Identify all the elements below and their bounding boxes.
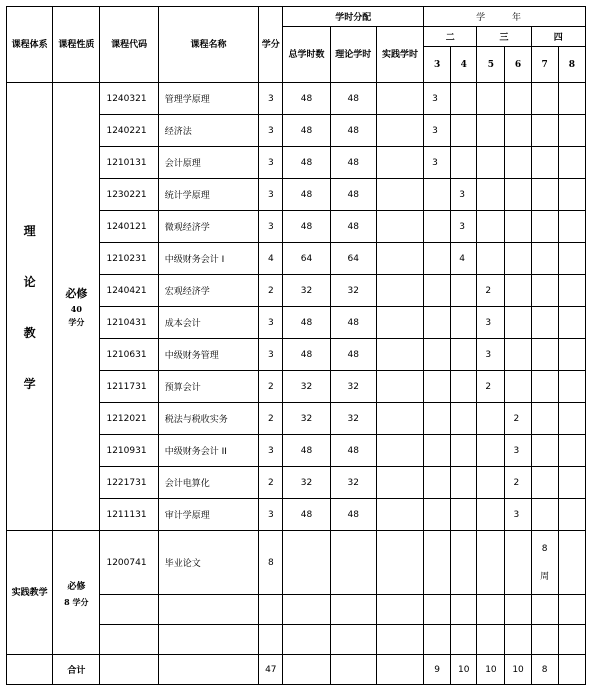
sem-cell [531,307,558,339]
header-theory-hours: 理论学时 [330,27,376,83]
sem-cell [531,339,558,371]
sem-cell [531,403,558,435]
course-total-hours: 48 [283,147,330,179]
course-total-hours: 32 [283,403,330,435]
course-practice-hours [376,179,423,211]
course-practice-hours [376,115,423,147]
course-total-hours: 48 [283,435,330,467]
course-name: 预算会计 [158,371,259,403]
course-total-hours: 48 [283,499,330,531]
sem-cell [477,179,505,211]
course-practice-hours [376,275,423,307]
sem-cell [451,499,477,531]
sem-cell [451,371,477,403]
system-char: 理 [23,223,36,238]
sem-cell [531,435,558,467]
sem-cell [424,307,451,339]
sem-cell [477,243,505,275]
course-practice-hours [376,243,423,275]
sem-cell [477,83,505,115]
course-credit: 3 [259,499,283,531]
course-credit: 3 [259,115,283,147]
sem-cell [558,83,585,115]
total-credit: 47 [259,655,283,685]
header-system: 课程体系 [7,7,53,83]
header-semester: 5 [477,47,505,83]
course-name: 中级财务会计 II [158,435,259,467]
header-year-4: 四 [531,27,585,47]
sem-cell [558,243,585,275]
course-total-hours: 48 [283,211,330,243]
course-code: 1240321 [100,83,158,115]
course-theory-hours: 48 [330,115,376,147]
nature-credits: 40 [70,303,82,314]
total-sem [558,655,585,685]
course-credit: 3 [259,339,283,371]
sem-cell [558,307,585,339]
sem-cell [451,435,477,467]
course-name: 会计原理 [158,147,259,179]
course-code: 1210231 [100,243,158,275]
sem-cell [531,147,558,179]
sem-cell [477,147,505,179]
course-code: 1210131 [100,147,158,179]
sem-cell [531,275,558,307]
system-practice: 实践教学 [7,531,53,655]
course-code: 1240421 [100,275,158,307]
sem-cell [558,531,585,595]
course-theory-hours: 32 [330,467,376,499]
sem-cell [558,499,585,531]
sem-cell [477,467,505,499]
sem-cell [451,147,477,179]
header-semester: 6 [505,47,531,83]
sem-cell [531,499,558,531]
sem-cell [558,211,585,243]
sem-cell [558,275,585,307]
sem-cell: 3 [477,307,505,339]
course-practice-hours [376,467,423,499]
sem-cell: 3 [505,499,531,531]
sem-cell [531,211,558,243]
course-theory-hours: 48 [330,435,376,467]
course-theory-hours: 48 [330,211,376,243]
sem-cell [505,83,531,115]
course-practice-hours [376,371,423,403]
course-credit: 4 [259,243,283,275]
course-name: 税法与税收实务 [158,403,259,435]
course-practice-hours [376,211,423,243]
sem-cell [424,179,451,211]
sem-cell [531,467,558,499]
sem-cell: 3 [451,179,477,211]
course-total-hours: 48 [283,307,330,339]
course-credit: 2 [259,275,283,307]
sem-cell [505,179,531,211]
total-sem: 10 [451,655,477,685]
total-sem: 9 [424,655,451,685]
course-name: 经济法 [158,115,259,147]
course-theory-hours: 48 [330,179,376,211]
thesis-weeks-unit: 周 [540,571,550,582]
course-practice-hours [376,531,423,595]
total-label: 合计 [53,655,100,685]
course-total-hours: 48 [283,339,330,371]
header-school-year: 学 年 [424,7,586,27]
sem-cell: 2 [505,467,531,499]
course-credit: 2 [259,403,283,435]
course-practice-hours [376,307,423,339]
course-total-hours: 48 [283,179,330,211]
course-code: 1230221 [100,179,158,211]
sem-cell [424,371,451,403]
sem-cell [451,275,477,307]
sem-cell [451,403,477,435]
sem-cell [505,147,531,179]
course-practice-hours [376,403,423,435]
course-code: 1200741 [100,531,158,595]
nature-main: 必修 [65,286,88,300]
course-credit: 2 [259,467,283,499]
sem-cell [558,147,585,179]
sem-cell: 3 [505,435,531,467]
course-credit: 3 [259,211,283,243]
course-credit: 8 [259,531,283,595]
sem-cell [558,179,585,211]
course-practice-hours [376,499,423,531]
header-year-3: 三 [477,27,531,47]
course-code: 1240221 [100,115,158,147]
sem-cell [505,307,531,339]
sem-cell: 2 [477,371,505,403]
header-nature: 课程性质 [53,7,100,83]
sem-cell [424,435,451,467]
table-row [7,531,586,595]
course-name: 管理学原理 [158,83,259,115]
sem-cell [477,499,505,531]
sem-cell [477,403,505,435]
total-sem: 10 [477,655,505,685]
sem-cell [451,307,477,339]
sem-cell-7 [531,531,558,595]
course-practice-hours [376,339,423,371]
sem-cell: 4 [451,243,477,275]
sem-cell [424,531,451,595]
system-char: 学 [23,376,36,391]
sem-cell [424,243,451,275]
sem-cell [477,435,505,467]
sem-cell [505,531,531,595]
header-hours-alloc: 学时分配 [283,7,424,27]
course-name: 中级财务会计 I [158,243,259,275]
sem-cell: 3 [424,147,451,179]
sem-cell [477,115,505,147]
header-code: 课程代码 [100,7,158,83]
sem-cell [558,467,585,499]
sem-cell [424,339,451,371]
system-char: 论 [23,274,36,289]
nature-main: 必修 [67,581,86,592]
header-semester: 3 [424,47,451,83]
header-total-hours: 总学时数 [283,27,330,83]
thesis-weeks: 8 [541,543,548,554]
sem-cell [477,211,505,243]
course-total-hours: 32 [283,275,330,307]
sem-cell: 2 [477,275,505,307]
sem-cell [531,179,558,211]
course-code: 1240121 [100,211,158,243]
course-practice-hours [376,147,423,179]
course-total-hours: 64 [283,243,330,275]
course-total-hours: 48 [283,83,330,115]
sem-cell [505,371,531,403]
sem-cell [505,211,531,243]
sem-cell [505,275,531,307]
course-theory-hours: 32 [330,403,376,435]
course-code: 1211131 [100,499,158,531]
course-practice-hours [376,435,423,467]
sem-cell [558,435,585,467]
total-sem: 8 [531,655,558,685]
sem-cell [558,371,585,403]
course-credit: 2 [259,371,283,403]
course-credit: 3 [259,307,283,339]
sem-cell [505,339,531,371]
course-credit: 3 [259,83,283,115]
course-total-hours: 48 [283,115,330,147]
course-total-hours: 32 [283,467,330,499]
table-row [7,83,586,115]
course-code: 1210931 [100,435,158,467]
nature-practice [53,531,100,655]
header-semester: 8 [558,47,585,83]
header-practice-hours: 实践学时 [376,27,423,83]
course-name: 审计学原理 [158,499,259,531]
course-practice-hours [376,83,423,115]
course-name: 中级财务管理 [158,339,259,371]
header-semester: 7 [531,47,558,83]
course-code: 1210631 [100,339,158,371]
sem-cell [558,403,585,435]
sem-cell [424,499,451,531]
sem-cell: 3 [424,83,451,115]
sem-cell [531,83,558,115]
sem-cell [424,403,451,435]
sem-cell: 3 [477,339,505,371]
sem-cell [477,531,505,595]
system-theory [7,83,53,531]
course-theory-hours: 32 [330,371,376,403]
nature-unit: 学分 [68,316,85,327]
course-credit: 3 [259,179,283,211]
course-theory-hours: 32 [330,275,376,307]
course-total-hours [283,531,330,595]
course-name: 统计学原理 [158,179,259,211]
sem-cell [451,467,477,499]
sem-cell [451,115,477,147]
course-credit: 3 [259,435,283,467]
sem-cell: 3 [451,211,477,243]
course-name: 会计电算化 [158,467,259,499]
course-credit: 3 [259,147,283,179]
course-theory-hours: 64 [330,243,376,275]
sem-cell [531,115,558,147]
sem-cell [424,467,451,499]
course-theory-hours: 48 [330,499,376,531]
course-theory-hours: 48 [330,307,376,339]
sem-cell [424,275,451,307]
header-year-2: 二 [424,27,477,47]
sem-cell [558,115,585,147]
nature-credits: 8 学分 [64,596,89,607]
course-theory-hours [330,531,376,595]
sem-cell [505,243,531,275]
sem-cell [451,83,477,115]
course-theory-hours: 48 [330,339,376,371]
curriculum-table [6,6,586,685]
sem-cell: 3 [424,115,451,147]
sem-cell [531,243,558,275]
course-name: 宏观经济学 [158,275,259,307]
sem-cell [424,211,451,243]
sem-cell [451,339,477,371]
total-sem: 10 [505,655,531,685]
sem-cell: 2 [505,403,531,435]
header-credit: 学分 [259,7,283,83]
sem-cell [558,339,585,371]
course-name: 微观经济学 [158,211,259,243]
system-char: 教 [23,325,36,340]
nature-theory [53,83,100,531]
course-code: 1211731 [100,371,158,403]
total-row [7,655,586,685]
header-semester: 4 [451,47,477,83]
sem-cell [505,115,531,147]
course-name: 成本会计 [158,307,259,339]
course-total-hours: 32 [283,371,330,403]
course-code: 1212021 [100,403,158,435]
course-name: 毕业论文 [158,531,259,595]
course-code: 1221731 [100,467,158,499]
sem-cell [451,531,477,595]
sem-cell [531,371,558,403]
course-code: 1210431 [100,307,158,339]
course-theory-hours: 48 [330,83,376,115]
header-name: 课程名称 [158,7,259,83]
course-theory-hours: 48 [330,147,376,179]
